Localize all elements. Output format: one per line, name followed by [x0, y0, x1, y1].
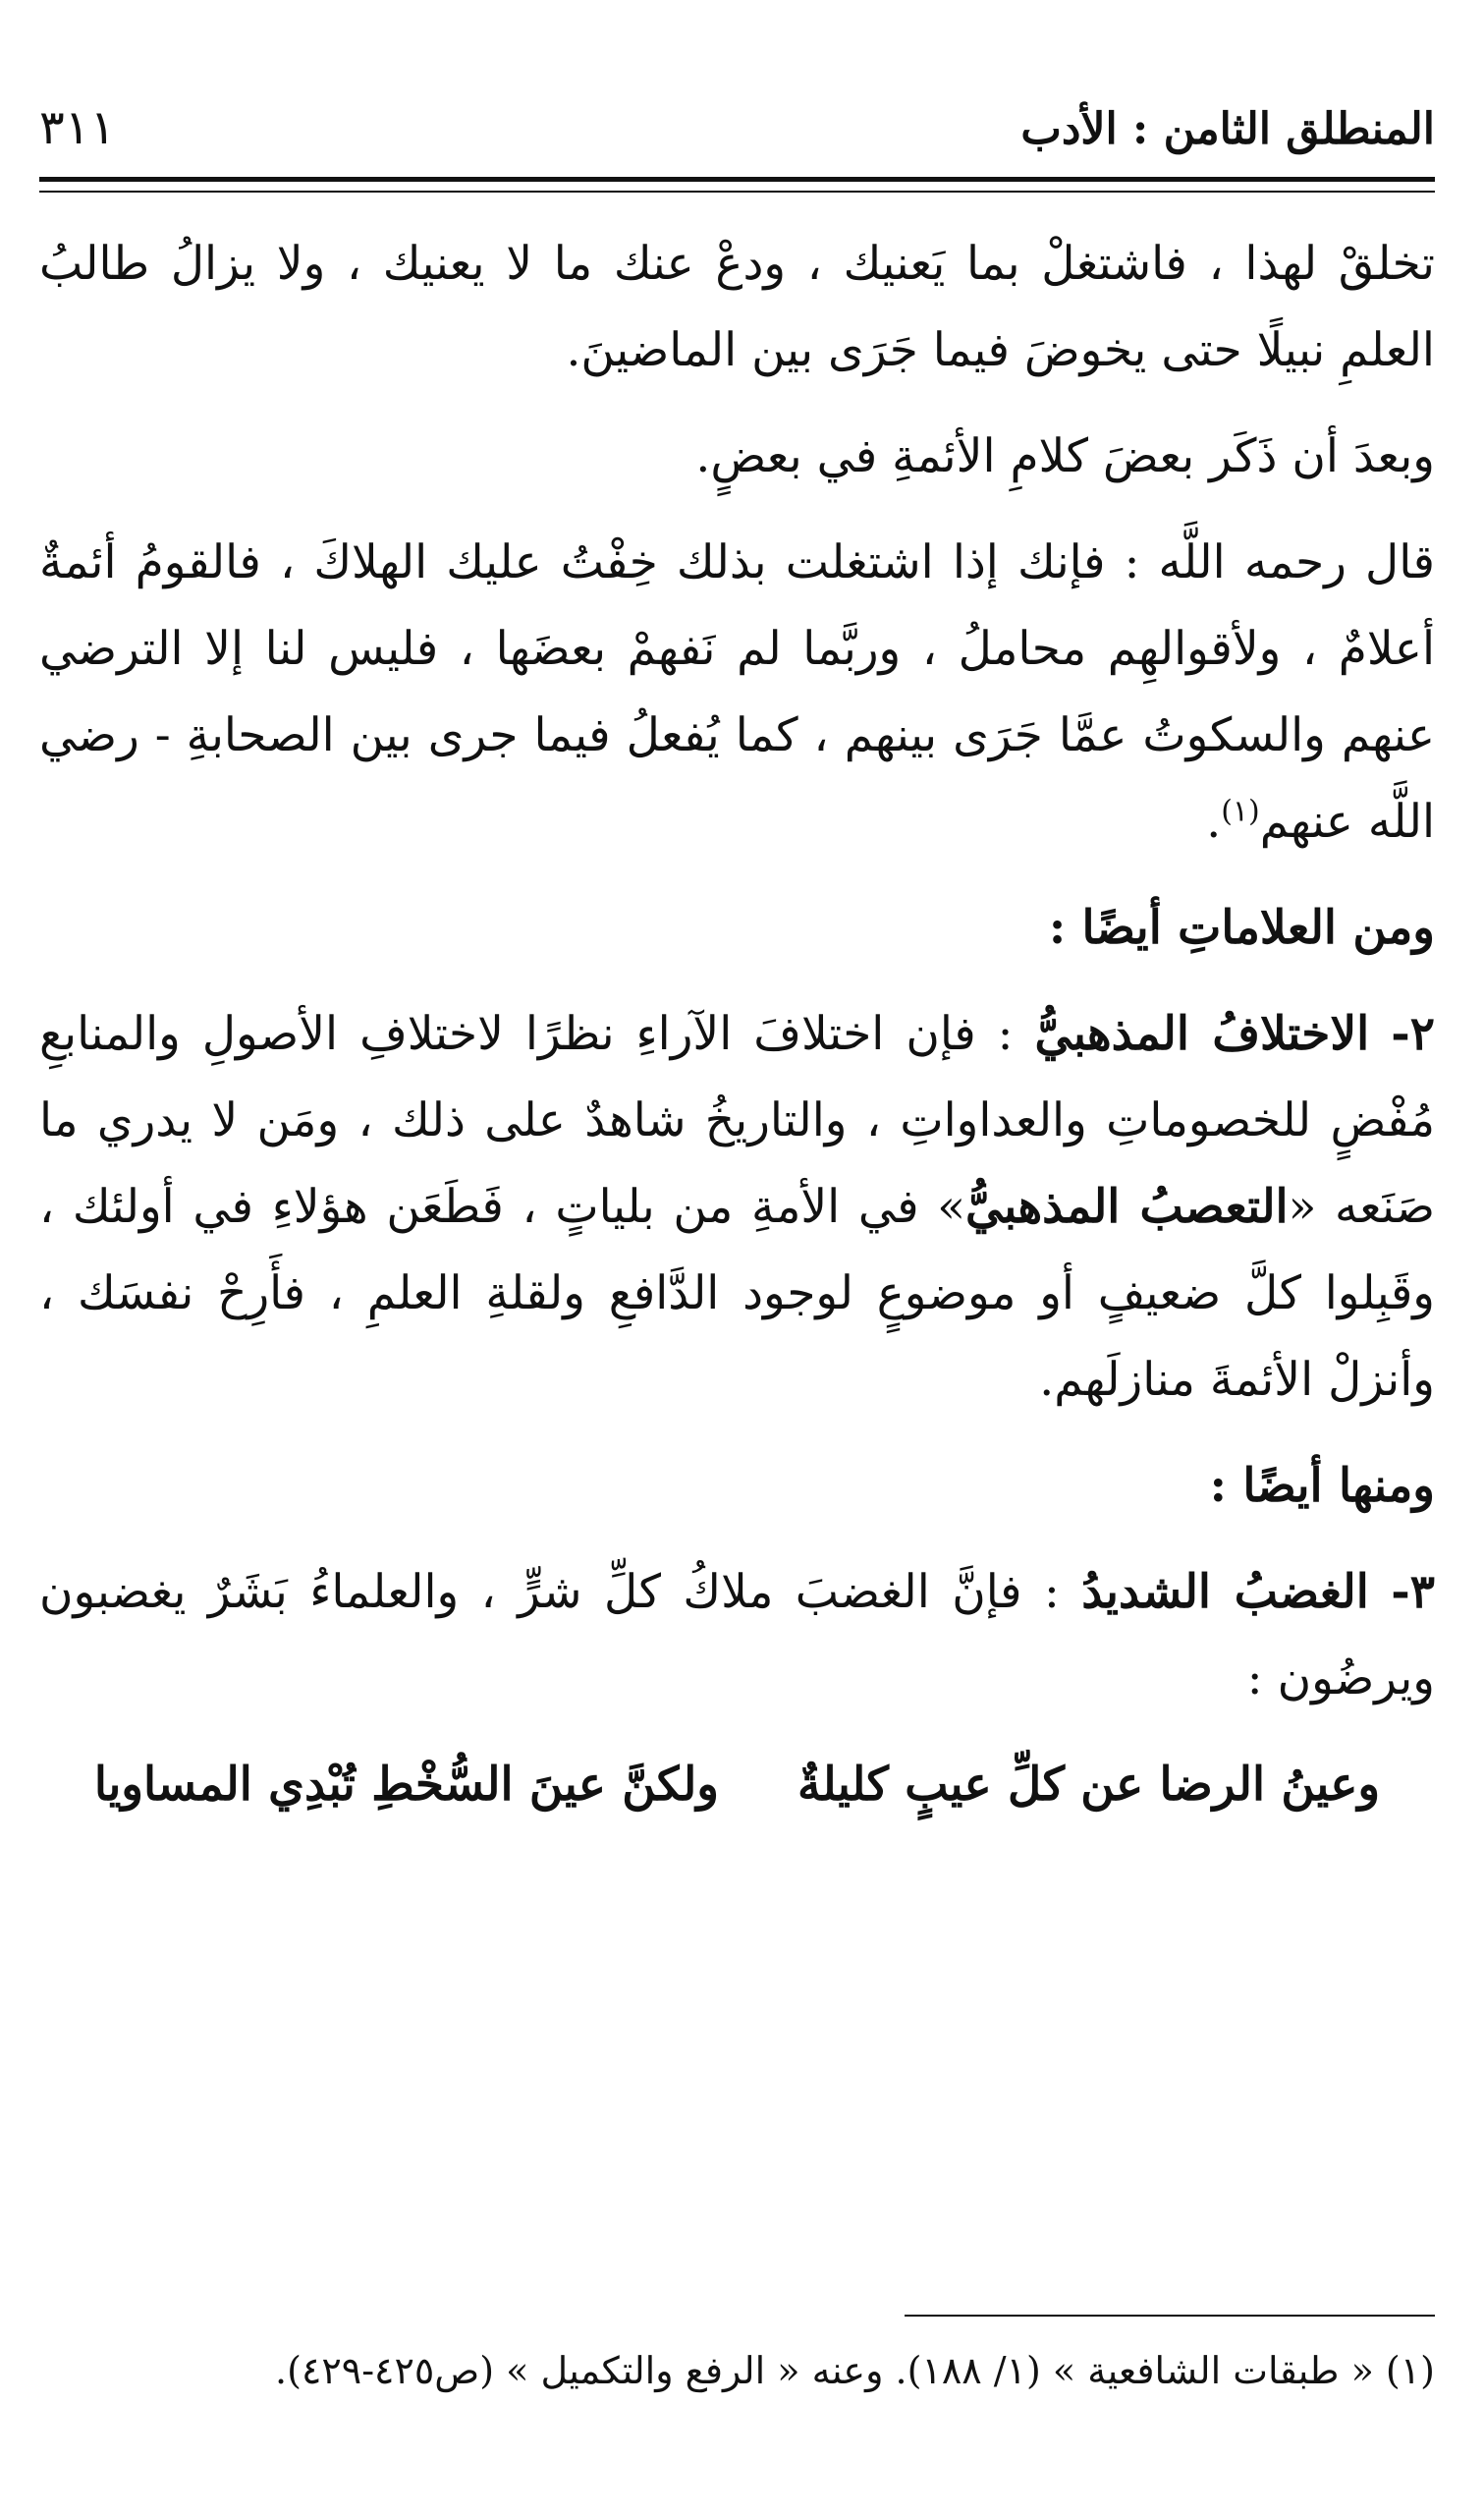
item-text-continued: » في الأمةِ من بلياتٍ ، فَطَعَن هؤلاءِ في أولئك ، وقَبِلوا كلَّ ضعيفٍ أو موضوعٍ لوجود الدَّافعِ ولقلةِ العلمِ ، فأَرِحْ نفسَك ، وأنزلْ الأئمةَ منازلَهم.: [39, 1180, 1435, 1407]
item-term: الاختلافُ المذهبيُّ: [1034, 1007, 1370, 1061]
running-title: المنطلق الثامن : الأدب: [1020, 104, 1435, 154]
verse-first-hemistich: وعينُ الرضا عن كلِّ عيبٍ كليلةٌ: [797, 1758, 1381, 1812]
poetry-verse: [39, 1742, 1435, 1828]
body-text: [39, 221, 1435, 1828]
list-item-3: [39, 1549, 1435, 1722]
page-number: ٣١١: [39, 100, 116, 155]
item-term: الغضبُ الشديدُ: [1081, 1565, 1369, 1619]
item-number: ٢-: [1391, 1007, 1435, 1061]
item-text: : فإنَّ الغضبَ ملاكُ كلِّ شرٍّ ، والعلماءُ بَشَرٌ يغضبون ويرضُون :: [39, 1565, 1435, 1705]
header-rule-thick: [39, 177, 1435, 182]
paragraph-intro: تخلقْ لهذا ، فاشتغلْ بما يَعنيك ، ودعْ عنك ما لا يعنيك ، ولا يزالُ طالبُ العلمِ نبيلًا حتى يخوضَ فيما جَرَى بين الماضينَ.: [39, 237, 1435, 377]
page-header: [39, 90, 1435, 169]
footnote-ref: (١): [1221, 794, 1260, 829]
paragraph-context: وبعدَ أن ذَكَر بعضَ كلامِ الأئمةِ في بعضٍ.: [695, 429, 1435, 483]
paragraph-quote: [39, 520, 1435, 866]
quote-text: قال رحمه اللَّه : فإنك إذا اشتغلت بذلك خِفْتُ عليك الهلاكَ ، فالقومُ أئمةٌ أعلامٌ ، ولأقوالهِم محاملُ ، وربَّما لم نَفهمْ بعضَها ، فليس لنا إلا الترضي عنهم والسكوتُ عمَّا جَرَى بينهم ، كما يُفعلُ فيما جرى بين الصحابةِ - رضي اللَّه عنهم: [39, 535, 1435, 849]
footnote: (١) « طبقات الشافعية » (١/ ١٨٨). وعنه « الرفع والتكميل » (ص٤٢٥-٤٢٩).: [275, 2349, 1435, 2392]
quote-end: .: [1206, 795, 1222, 849]
list-item-2: [39, 991, 1435, 1424]
item-text: : فإن اختلافَ الآراءِ نظرًا لاختلافِ الأصولِ والمنابعِ مُفْضٍ للخصوماتِ والعداواتِ ، والتاريخُ شاهدٌ على ذلك ، ومَن لا يدري ما صَنَعه «: [39, 1007, 1435, 1234]
section-heading-signs: ومن العلاماتِ أيضًا :: [1048, 901, 1435, 955]
verse-second-hemistich: ولكنَّ عينَ السُّخْطِ تُبْدِي المساويا: [93, 1758, 719, 1812]
section-heading-also: ومنها أيضًا :: [1209, 1459, 1435, 1513]
footnote-separator: [905, 2315, 1435, 2317]
item-quoted-term: التعصبُ المذهبيُّ: [965, 1180, 1289, 1234]
header-rule-thin: [39, 191, 1435, 193]
item-number: ٣-: [1391, 1565, 1435, 1619]
